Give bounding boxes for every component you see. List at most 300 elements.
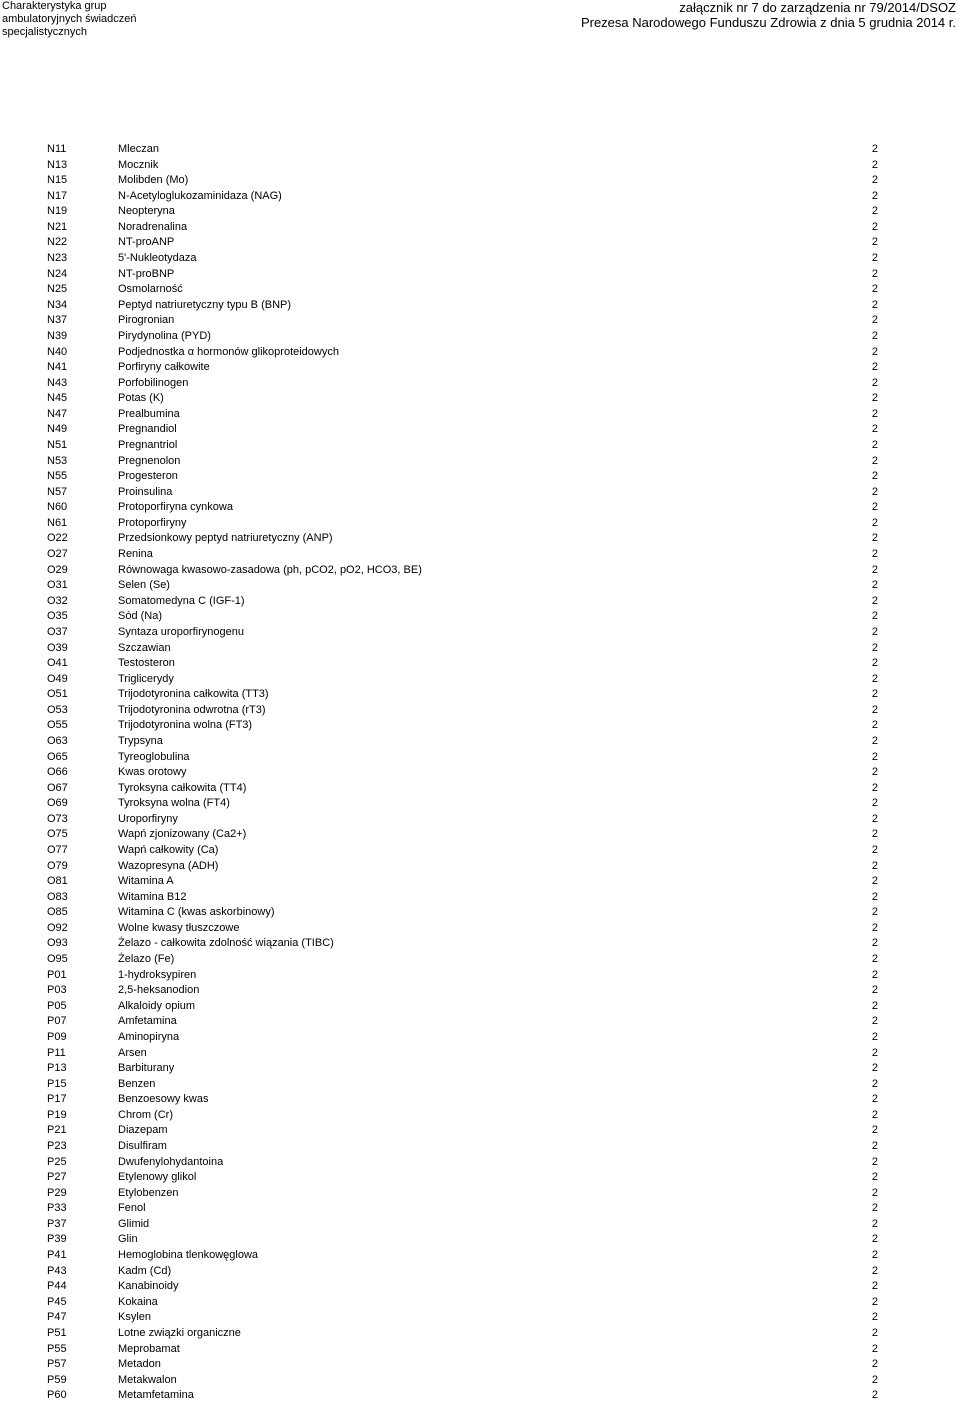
table-row (0, 485, 960, 501)
table-row (0, 1232, 960, 1248)
row-code: N40 (47, 345, 68, 358)
row-code: O77 (47, 844, 68, 857)
row-value: 2 (871, 937, 878, 950)
row-name: Pregnandiol (118, 423, 177, 436)
row-value: 2 (871, 1342, 878, 1355)
table-row (0, 827, 960, 843)
row-name: Osmolarność (118, 283, 183, 296)
row-value: 2 (871, 781, 878, 794)
row-value: 2 (871, 1015, 878, 1028)
row-name: Prealbumina (118, 407, 180, 420)
table-row (0, 1030, 960, 1046)
row-value: 2 (871, 158, 878, 171)
row-code: N13 (47, 158, 68, 171)
row-value: 2 (871, 999, 878, 1012)
row-value: 2 (871, 657, 878, 670)
row-name: Selen (Se) (118, 579, 170, 592)
row-value: 2 (871, 688, 878, 701)
row-value: 2 (871, 734, 878, 747)
table-row (0, 251, 960, 267)
row-name: Potas (K) (118, 392, 164, 405)
table-row (0, 983, 960, 999)
table-row (0, 1295, 960, 1311)
row-name: Trypsyna (118, 734, 163, 747)
row-code: P43 (47, 1264, 67, 1277)
row-value: 2 (871, 485, 878, 498)
row-value: 2 (871, 1202, 878, 1215)
row-name: Trijodotyronina całkowita (TT3) (118, 688, 269, 701)
row-name: Porfobilinogen (118, 376, 189, 389)
table-row (0, 516, 960, 532)
row-value: 2 (871, 953, 878, 966)
row-value: 2 (871, 610, 878, 623)
table-row (0, 1170, 960, 1186)
row-value: 2 (871, 672, 878, 685)
row-name: Żelazo (Fe) (118, 953, 175, 966)
row-value: 2 (871, 1077, 878, 1090)
row-value: 2 (871, 345, 878, 358)
table-row (0, 1342, 960, 1358)
row-name: Disulfiram (118, 1140, 167, 1152)
row-code: O95 (47, 953, 68, 966)
row-value: 2 (871, 392, 878, 405)
row-name: Trijodotyronina odwrotna (rT3) (118, 703, 266, 716)
table-row (0, 563, 960, 579)
table-row (0, 142, 960, 158)
procedure-table (0, 142, 960, 1404)
row-code: P27 (47, 1171, 67, 1184)
table-row (0, 703, 960, 719)
row-code: O63 (47, 734, 68, 747)
row-code: P55 (47, 1342, 67, 1355)
row-value: 2 (871, 1249, 878, 1262)
row-name: Chrom (Cr) (118, 1108, 173, 1121)
row-name: Wazopresyna (ADH) (118, 859, 219, 872)
row-value: 2 (871, 1311, 878, 1324)
row-code: N37 (47, 314, 68, 327)
row-name: Tyroksyna wolna (FT4) (118, 797, 230, 810)
row-code: O66 (47, 766, 68, 779)
table-row (0, 1077, 960, 1093)
row-code: P03 (47, 984, 67, 997)
table-row (0, 454, 960, 470)
row-code: P59 (47, 1373, 67, 1386)
table-row (0, 1388, 960, 1404)
row-value: 2 (871, 625, 878, 638)
row-value: 2 (871, 298, 878, 311)
row-value: 2 (871, 563, 878, 576)
table-row (0, 1123, 960, 1139)
row-value: 2 (871, 454, 878, 467)
row-name: Metadon (118, 1358, 161, 1371)
row-name: Fenol (118, 1202, 146, 1215)
row-code: O41 (47, 657, 68, 670)
row-name: Mocznik (118, 158, 159, 171)
table-row (0, 1139, 960, 1155)
table-row (0, 235, 960, 251)
row-name: Hemoglobina tlenkowęglowa (118, 1249, 259, 1262)
row-code: O67 (47, 781, 68, 794)
row-code: O92 (47, 921, 68, 934)
row-code: O22 (47, 532, 68, 545)
row-name: Lotne związki organiczne (118, 1326, 241, 1339)
row-code: P51 (47, 1326, 67, 1339)
row-code: O51 (47, 688, 68, 701)
row-code: O53 (47, 703, 68, 716)
row-code: O79 (47, 859, 68, 872)
row-value: 2 (871, 1326, 878, 1339)
row-code: O81 (47, 875, 68, 888)
row-value: 2 (871, 252, 878, 265)
table-row (0, 1201, 960, 1217)
row-name: Dwufenylohydantoina (118, 1155, 224, 1168)
row-code: P21 (47, 1124, 67, 1137)
row-name: Tyreoglobulina (118, 750, 190, 763)
table-row (0, 1248, 960, 1264)
table-row (0, 781, 960, 797)
row-value: 2 (871, 1217, 878, 1230)
row-value: 2 (871, 314, 878, 327)
row-value: 2 (871, 1295, 878, 1308)
row-code: N11 (47, 143, 67, 155)
table-row (0, 796, 960, 812)
row-value: 2 (871, 205, 878, 218)
row-name: Metamfetamina (118, 1389, 194, 1402)
row-name: Metakwalon (118, 1373, 177, 1386)
row-value: 2 (871, 1155, 878, 1168)
row-name: 5'-Nukleotydaza (118, 252, 197, 265)
table-row (0, 547, 960, 563)
table-row (0, 1186, 960, 1202)
row-code: P07 (47, 1015, 67, 1028)
row-code: P25 (47, 1155, 67, 1168)
row-value: 2 (871, 548, 878, 561)
table-row (0, 936, 960, 952)
row-value: 2 (871, 1140, 878, 1152)
row-code: N41 (47, 361, 68, 374)
row-name: Szczawian (118, 641, 171, 654)
row-name: Glin (118, 1233, 138, 1246)
row-code: N53 (47, 454, 68, 467)
table-row (0, 1014, 960, 1030)
row-code: P45 (47, 1295, 67, 1308)
table-row (0, 734, 960, 750)
row-name: Syntaza uroporfirynogenu (118, 625, 244, 638)
row-name: Żelazo - całkowita zdolność wiązania (TIBC) (118, 937, 334, 950)
row-code: N17 (47, 189, 68, 202)
table-row (0, 594, 960, 610)
row-code: P15 (47, 1077, 67, 1090)
table-row (0, 391, 960, 407)
table-row (0, 158, 960, 174)
row-code: N19 (47, 205, 68, 218)
row-value: 2 (871, 1233, 878, 1246)
row-name: Diazepam (118, 1124, 168, 1137)
row-code: P57 (47, 1358, 67, 1371)
table-row (0, 1264, 960, 1280)
row-code: P13 (47, 1062, 67, 1075)
row-value: 2 (871, 361, 878, 374)
table-row (0, 204, 960, 220)
row-value: 2 (871, 890, 878, 903)
row-code: O65 (47, 750, 68, 763)
row-code: N51 (47, 438, 68, 451)
row-name: Pregnenolon (118, 454, 181, 467)
row-name: Testosteron (118, 657, 175, 670)
row-value: 2 (871, 641, 878, 654)
row-value: 2 (871, 283, 878, 296)
row-name: Przedsionkowy peptyd natriuretyczny (ANP) (118, 532, 333, 545)
header-left-line: Charakterystyka grup (2, 0, 107, 12)
row-value: 2 (871, 329, 878, 342)
row-value: 2 (871, 1389, 878, 1402)
row-value: 2 (871, 594, 878, 607)
row-code: N61 (47, 516, 68, 529)
row-name: 2,5-heksanodion (118, 984, 200, 997)
table-row (0, 812, 960, 828)
table-row (0, 313, 960, 329)
row-code: O85 (47, 906, 68, 919)
row-value: 2 (871, 1062, 878, 1075)
row-code: O37 (47, 625, 68, 638)
row-name: Ksylen (118, 1311, 152, 1324)
row-name: Wolne kwasy tłuszczowe (118, 921, 240, 934)
row-name: Etylobenzen (118, 1186, 179, 1199)
row-code: O39 (47, 641, 68, 654)
row-name: Wapń zjonizowany (Ca2+) (118, 828, 247, 841)
row-code: P19 (47, 1108, 67, 1121)
row-name: Witamina B12 (118, 890, 187, 903)
table-row (0, 438, 960, 454)
row-value: 2 (871, 470, 878, 483)
table-row (0, 173, 960, 189)
row-name: Pregnantriol (118, 438, 178, 451)
row-name: Pirogronian (118, 314, 175, 327)
row-name: Peptyd natriuretyczny typu B (BNP) (118, 298, 292, 311)
row-name: Arsen (118, 1046, 147, 1059)
row-code: N45 (47, 392, 68, 405)
row-value: 2 (871, 1171, 878, 1184)
row-name: Proinsulina (118, 485, 173, 498)
row-value: 2 (871, 828, 878, 841)
row-code: P44 (47, 1280, 67, 1293)
row-code: P37 (47, 1217, 67, 1230)
table-row (0, 1046, 960, 1062)
row-value: 2 (871, 174, 878, 187)
row-value: 2 (871, 812, 878, 825)
table-row (0, 1310, 960, 1326)
row-code: O69 (47, 797, 68, 810)
row-name: Wapń całkowity (Ca) (118, 844, 219, 857)
table-row (0, 859, 960, 875)
row-name: Renina (118, 548, 153, 561)
row-code: P09 (47, 1030, 67, 1043)
row-name: Glimid (118, 1217, 150, 1230)
table-row (0, 1092, 960, 1108)
row-code: O35 (47, 610, 68, 623)
row-value: 2 (871, 906, 878, 919)
row-value: 2 (871, 1108, 878, 1121)
header-right-line1: załącznik nr 7 do zarządzenia nr 79/2014/DSOZ (679, 0, 956, 15)
row-value: 2 (871, 844, 878, 857)
table-row (0, 625, 960, 641)
row-value: 2 (871, 766, 878, 779)
row-value: 2 (871, 875, 878, 888)
row-value: 2 (871, 236, 878, 249)
row-code: O29 (47, 563, 68, 576)
row-name: Podjednostka α hormonów glikoproteidowych (118, 345, 339, 358)
table-row (0, 874, 960, 890)
row-value: 2 (871, 797, 878, 810)
row-code: P60 (47, 1389, 67, 1402)
row-name: Triglicerydy (118, 672, 174, 685)
row-code: N57 (47, 485, 68, 498)
table-row (0, 531, 960, 547)
row-value: 2 (871, 984, 878, 997)
row-code: P23 (47, 1140, 67, 1152)
row-code: N34 (47, 298, 68, 311)
row-code: P01 (47, 968, 67, 981)
row-name: Benzen (118, 1077, 156, 1090)
row-value: 2 (871, 1124, 878, 1137)
table-row (0, 376, 960, 392)
table-row (0, 422, 960, 438)
row-value: 2 (871, 220, 878, 233)
row-name: Aminopiryna (118, 1030, 180, 1043)
row-name: Kwas orotowy (118, 766, 187, 779)
table-row (0, 220, 960, 236)
row-value: 2 (871, 719, 878, 732)
table-row (0, 609, 960, 625)
row-code: O93 (47, 937, 68, 950)
row-code: N15 (47, 174, 68, 187)
row-code: O31 (47, 579, 68, 592)
row-name: Uroporfiryny (118, 812, 178, 825)
row-code: P39 (47, 1233, 67, 1246)
header-right-line2: Prezesa Narodowego Funduszu Zdrowia z dnia 5 grudnia 2014 r. (580, 15, 956, 30)
row-name: Porfiryny całkowite (118, 361, 210, 374)
row-value: 2 (871, 532, 878, 545)
table-row (0, 905, 960, 921)
row-name: Witamina C (kwas askorbinowy) (118, 906, 275, 919)
table-row (0, 843, 960, 859)
header-right (581, 0, 956, 30)
row-name: Meprobamat (118, 1342, 180, 1355)
row-value: 2 (871, 968, 878, 981)
row-value: 2 (871, 1358, 878, 1371)
row-name: Noradrenalina (118, 220, 188, 233)
table-row (0, 407, 960, 423)
row-name: Witamina A (118, 875, 174, 888)
table-row (0, 1108, 960, 1124)
row-name: Progesteron (118, 470, 178, 483)
row-code: N43 (47, 376, 68, 389)
row-name: Trijodotyronina wolna (FT3) (118, 719, 253, 732)
row-name: Sód (Na) (118, 610, 163, 623)
table-row (0, 718, 960, 734)
row-value: 2 (871, 267, 878, 280)
row-name: Mleczan (118, 143, 159, 155)
header-left (2, 0, 137, 39)
table-row (0, 1217, 960, 1233)
table-row (0, 890, 960, 906)
table-row (0, 656, 960, 672)
row-name: Kanabinoidy (118, 1280, 179, 1293)
row-code: O27 (47, 548, 68, 561)
table-row (0, 765, 960, 781)
table-row (0, 500, 960, 516)
row-code: N21 (47, 220, 68, 233)
row-code: N25 (47, 283, 68, 296)
table-row (0, 999, 960, 1015)
row-name: Równowaga kwasowo-zasadowa (ph, pCO2, pO2, HCO3, BE) (118, 563, 422, 576)
table-row (0, 298, 960, 314)
row-code: O32 (47, 594, 68, 607)
table-row (0, 1373, 960, 1389)
table-row (0, 189, 960, 205)
row-code: N49 (47, 423, 68, 436)
table-row (0, 1061, 960, 1077)
row-name: Alkaloidy opium (118, 999, 196, 1012)
row-code: P33 (47, 1202, 67, 1215)
row-value: 2 (871, 1093, 878, 1106)
row-value: 2 (871, 1280, 878, 1293)
row-name: Barbiturany (118, 1062, 175, 1075)
row-code: N24 (47, 267, 68, 280)
row-name: Protoporfiryny (118, 516, 187, 529)
table-row (0, 469, 960, 485)
row-code: P11 (47, 1046, 66, 1059)
row-code: O83 (47, 890, 68, 903)
row-code: P41 (47, 1249, 67, 1262)
table-row (0, 345, 960, 361)
row-value: 2 (871, 1186, 878, 1199)
table-row (0, 968, 960, 984)
table-row (0, 921, 960, 937)
row-name: Somatomedyna C (IGF-1) (118, 594, 245, 607)
row-code: N60 (47, 501, 68, 514)
table-row (0, 687, 960, 703)
row-code: O75 (47, 828, 68, 841)
row-name: Kadm (Cd) (118, 1264, 172, 1277)
row-name: Neopteryna (118, 205, 175, 218)
table-row (0, 1357, 960, 1373)
row-value: 2 (871, 407, 878, 420)
row-code: N39 (47, 329, 68, 342)
row-name: Etylenowy glikol (118, 1171, 197, 1184)
row-code: O55 (47, 719, 68, 732)
row-value: 2 (871, 423, 878, 436)
row-name: N-Acetyloglukozaminidaza (NAG) (118, 189, 282, 202)
row-value: 2 (871, 438, 878, 451)
table-row (0, 578, 960, 594)
table-row (0, 1326, 960, 1342)
row-value: 2 (871, 376, 878, 389)
row-code: O49 (47, 672, 68, 685)
header-left-line: ambulatoryjnych świadczeń (2, 13, 137, 25)
row-name: 1-hydroksypiren (118, 968, 197, 981)
row-code: N22 (47, 236, 68, 249)
table-row (0, 329, 960, 345)
row-code: P47 (47, 1311, 67, 1324)
row-name: Kokaina (118, 1295, 158, 1308)
row-name: Tyroksyna całkowita (TT4) (118, 781, 247, 794)
row-value: 2 (871, 859, 878, 872)
table-row (0, 750, 960, 766)
table-row (0, 282, 960, 298)
table-row (0, 360, 960, 376)
row-code: O73 (47, 812, 68, 825)
